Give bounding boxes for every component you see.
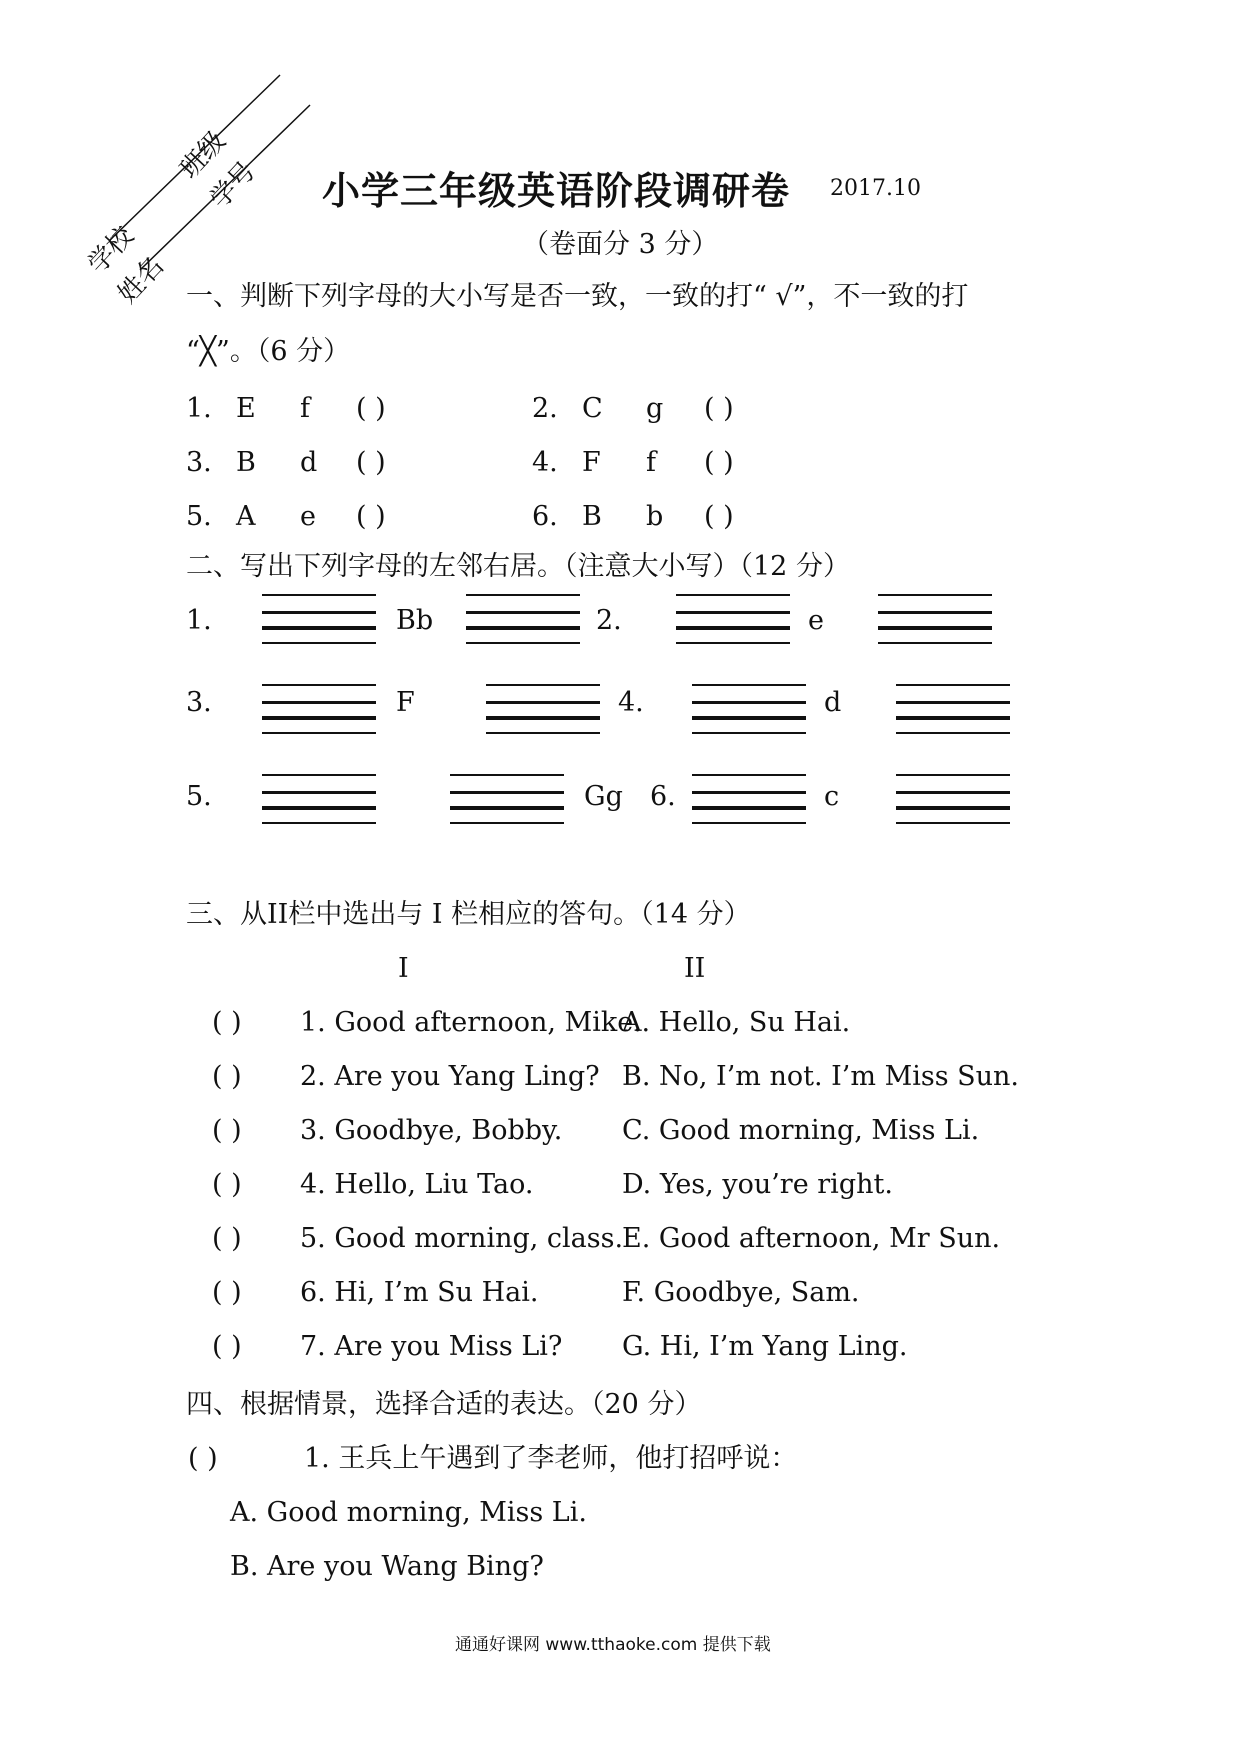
letter-a: B (582, 501, 602, 532)
staff-line (450, 791, 564, 794)
staff-line (896, 774, 1010, 776)
staff-line (262, 701, 376, 704)
four-line-writing-staff[interactable] (450, 774, 564, 834)
question-text: 1. Good afternoon, Mike. (300, 1007, 642, 1038)
four-line-writing-staff[interactable] (262, 774, 376, 834)
answer-blank[interactable]: ( ) (212, 1061, 242, 1092)
four-line-writing-staff[interactable] (692, 684, 806, 744)
four-line-writing-staff[interactable] (486, 684, 600, 744)
exam-date: 2017.10 (830, 176, 921, 201)
staff-line (262, 822, 376, 824)
page-title: 小学三年级英语阶段调研卷 (322, 169, 791, 213)
four-line-writing-staff[interactable] (896, 774, 1010, 834)
item-number: 6. (650, 781, 676, 812)
four-line-writing-staff[interactable] (878, 594, 992, 654)
question-text: 4. Hello, Liu Tao. (300, 1169, 534, 1200)
four-line-writing-staff[interactable] (466, 594, 580, 654)
four-line-writing-staff[interactable] (692, 774, 806, 834)
q1-prompt: 1. 王兵上午遇到了李老师，他打招呼说： (304, 1443, 798, 1474)
answer-blank[interactable]: ( ) (212, 1007, 242, 1038)
staff-line (450, 822, 564, 824)
column-ii-header: II (684, 953, 706, 984)
section3-title: 三、从II栏中选出与 I 栏相应的答句。（14 分） (186, 899, 751, 930)
staff-line (896, 716, 1010, 720)
staff-line (896, 732, 1010, 734)
question-text: 3. Goodbye, Bobby. (300, 1115, 563, 1146)
staff-line (262, 716, 376, 720)
staff-line (486, 684, 600, 686)
answer-option: G. Hi, I’m Yang Ling. (622, 1331, 908, 1362)
section1-title-line2: “╳”。（6 分） (186, 336, 351, 367)
staff-line (262, 594, 376, 596)
staff-line (262, 684, 376, 686)
letter-b: e (300, 501, 316, 532)
staff-line (878, 626, 992, 630)
staff-line (692, 701, 806, 704)
staff-line (486, 716, 600, 720)
section2-title: 二、写出下列字母的左邻右居。（注意大小写）（12 分） (186, 551, 850, 582)
staff-line (466, 594, 580, 596)
staff-line (486, 701, 600, 704)
staff-line (896, 791, 1010, 794)
staff-line (676, 642, 790, 644)
name-label: 姓名 (112, 251, 170, 310)
answer-blank[interactable]: ( ) (704, 447, 734, 478)
item-number: 1. (186, 605, 212, 636)
four-line-writing-staff[interactable] (676, 594, 790, 654)
section1-title-line1: 一、判断下列字母的大小写是否一致，一致的打“ √”，不一致的打 (186, 281, 969, 312)
neatness-score-note: （卷面分 3 分） (522, 229, 719, 260)
item-number: 4. (618, 687, 644, 718)
given-letter: F (396, 687, 415, 718)
staff-line (896, 806, 1010, 810)
staff-line (262, 642, 376, 644)
item-number: 3. (186, 447, 212, 478)
q1-option-a: A. Good morning, Miss Li. (230, 1497, 587, 1528)
staff-line (676, 594, 790, 596)
staff-line (692, 822, 806, 824)
number-label: 学号 (204, 156, 262, 215)
given-letter: e (808, 605, 824, 636)
item-number: 2. (596, 605, 622, 636)
answer-option: E. Good afternoon, Mr Sun. (622, 1223, 1001, 1254)
answer-blank[interactable]: ( ) (704, 501, 734, 532)
staff-line (692, 732, 806, 734)
letter-a: E (236, 393, 256, 424)
staff-line (450, 774, 564, 776)
four-line-writing-staff[interactable] (262, 684, 376, 744)
staff-line (692, 774, 806, 776)
answer-blank[interactable]: ( ) (356, 447, 386, 478)
staff-line (676, 611, 790, 614)
given-letter: Gg (584, 781, 623, 812)
given-letter: c (824, 781, 840, 812)
student-info-margin (70, 70, 330, 310)
question-text: 7. Are you Miss Li? (300, 1331, 563, 1362)
four-line-writing-staff[interactable] (262, 594, 376, 654)
staff-line (262, 774, 376, 776)
answer-blank[interactable]: ( ) (212, 1169, 242, 1200)
question-text: 5. Good morning, class. (300, 1223, 624, 1254)
answer-option: A. Hello, Su Hai. (622, 1007, 851, 1038)
staff-line (262, 791, 376, 794)
staff-line (878, 594, 992, 596)
staff-line (262, 626, 376, 630)
item-number: 4. (532, 447, 558, 478)
class-label: 班级 (174, 126, 232, 185)
staff-line (878, 611, 992, 614)
staff-line (466, 642, 580, 644)
letter-b: f (646, 447, 656, 478)
item-number: 2. (532, 393, 558, 424)
item-number: 5. (186, 781, 212, 812)
column-i-header: I (398, 953, 409, 984)
letter-b: f (300, 393, 310, 424)
section4-title: 四、根据情景，选择合适的表达。（20 分） (186, 1389, 702, 1420)
q1-option-b: B. Are you Wang Bing? (230, 1551, 544, 1582)
answer-blank[interactable]: ( ) (356, 393, 386, 424)
item-number: 3. (186, 687, 212, 718)
staff-line (466, 626, 580, 630)
answer-option: B. No, I’m not. I’m Miss Sun. (622, 1061, 1020, 1092)
given-letter: Bb (396, 605, 434, 636)
staff-line (896, 684, 1010, 686)
staff-line (262, 732, 376, 734)
staff-line (692, 684, 806, 686)
staff-line (896, 701, 1010, 704)
answer-blank[interactable]: ( ) (212, 1115, 242, 1146)
staff-line (262, 611, 376, 614)
item-number: 6. (532, 501, 558, 532)
answer-option: C. Good morning, Miss Li. (622, 1115, 980, 1146)
letter-b: d (300, 447, 318, 478)
staff-line (486, 732, 600, 734)
letter-b: b (646, 501, 664, 532)
answer-blank[interactable]: ( ) (212, 1277, 242, 1308)
answer-blank[interactable]: ( ) (704, 393, 734, 424)
school-label: 学校 (82, 221, 140, 280)
item-number: 5. (186, 501, 212, 532)
answer-blank[interactable]: ( ) (356, 501, 386, 532)
staff-line (692, 791, 806, 794)
q1-answer-blank[interactable]: ( ) (188, 1443, 218, 1474)
staff-line (450, 806, 564, 810)
staff-line (262, 806, 376, 810)
staff-line (692, 806, 806, 810)
answer-blank[interactable]: ( ) (212, 1223, 242, 1254)
staff-line (878, 642, 992, 644)
staff-line (692, 716, 806, 720)
answer-option: D. Yes, you’re right. (622, 1169, 893, 1200)
question-text: 6. Hi, I’m Su Hai. (300, 1277, 539, 1308)
staff-line (676, 626, 790, 630)
letter-a: F (582, 447, 601, 478)
given-letter: d (824, 687, 842, 718)
item-number: 1. (186, 393, 212, 424)
staff-line (896, 822, 1010, 824)
four-line-writing-staff[interactable] (896, 684, 1010, 744)
footer-source: 通通好课网 www.tthaoke.com 提供下载 (455, 1635, 771, 1655)
answer-option: F. Goodbye, Sam. (622, 1277, 860, 1308)
question-text: 2. Are you Yang Ling? (300, 1061, 600, 1092)
letter-a: B (236, 447, 256, 478)
letter-b: g (646, 393, 664, 424)
letter-a: C (582, 393, 603, 424)
staff-line (466, 611, 580, 614)
answer-blank[interactable]: ( ) (212, 1331, 242, 1362)
letter-a: A (236, 501, 256, 532)
